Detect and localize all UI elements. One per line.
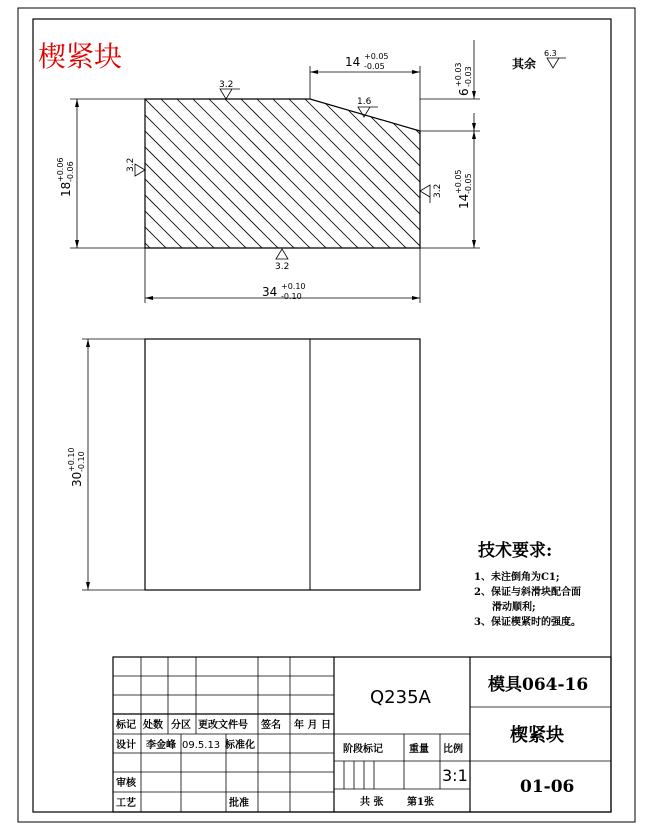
tech-req-title: 技术要求: xyxy=(478,541,553,561)
tb-standardize-label: 标准化 xyxy=(225,740,255,751)
roughness-left: 3.2 xyxy=(126,157,136,172)
hatch-line xyxy=(458,60,654,320)
tb-header-zone: 分区 xyxy=(171,720,191,731)
dim-left-height-base: 18 xyxy=(59,181,73,197)
tb-material: Q235A xyxy=(370,687,431,708)
tb-scale-value: 3:1 xyxy=(442,766,468,785)
dim-front-height-lower: -0.10 xyxy=(77,451,86,472)
tb-scale-label: 比例 xyxy=(443,744,463,755)
dim-front-height-upper: +0.10 xyxy=(67,447,76,472)
tb-part-name: 楔紧块 xyxy=(510,725,564,746)
hatch-line xyxy=(618,60,654,320)
roughness-symbols xyxy=(135,58,566,259)
tech-req-item-3: 滑动顺利; xyxy=(492,602,536,613)
tb-sheet-label: 第1张 xyxy=(407,797,434,808)
dim-top-width-base: 14 xyxy=(345,55,361,69)
hatch-line xyxy=(282,60,542,320)
dim-right-small-base: 6 xyxy=(457,88,471,96)
dim-top-width-upper: +0.05 xyxy=(364,52,389,61)
tech-req-item-4: 3、保证楔紧时的强度。 xyxy=(474,617,581,628)
hatch-line xyxy=(634,60,654,320)
hatch-line xyxy=(490,60,654,320)
part-title-red: 楔紧块 xyxy=(38,40,123,73)
outer-border xyxy=(18,8,635,822)
dim-right-height-upper: +0.05 xyxy=(454,169,463,194)
tb-process-label: 工艺 xyxy=(116,798,136,809)
tb-header-mark: 标记 xyxy=(116,720,136,731)
front-view xyxy=(82,339,420,590)
hatch-line xyxy=(522,60,654,320)
dim-front-height-base: 30 xyxy=(70,471,84,487)
tb-drawing-name: 模具064-16 xyxy=(488,675,589,695)
tb-designer: 李金峰 xyxy=(146,740,176,751)
dim-right-small-lower: -0.03 xyxy=(464,66,473,87)
dim-top-width-lower: -0.05 xyxy=(364,62,385,71)
hatch-line xyxy=(506,60,654,320)
roughness-right: 3.2 xyxy=(433,183,443,198)
hatch-line xyxy=(362,60,622,320)
roughness-rest-label: 其余 xyxy=(512,57,537,71)
roughness-top: 3.2 xyxy=(219,80,234,90)
tb-review-label: 审核 xyxy=(116,778,136,789)
roughness-bottom: 3.2 xyxy=(275,262,290,272)
hatch-line xyxy=(538,60,654,320)
tb-approve-label: 批准 xyxy=(229,798,249,809)
tb-header-sign: 签名 xyxy=(261,720,281,731)
dim-left-height-lower: -0.06 xyxy=(66,161,75,182)
tb-design-date: 09.5.13 xyxy=(182,740,221,751)
section-outline xyxy=(145,99,420,248)
hatch-line xyxy=(378,60,638,320)
tb-stage-mark-label: 阶段标记 xyxy=(343,744,383,755)
roughness-bevel: 1.6 xyxy=(357,97,372,107)
hatch-line xyxy=(602,60,654,320)
hatch-line xyxy=(554,60,654,320)
tb-total-label: 共 张 xyxy=(360,797,384,808)
tb-header-change-doc: 更改文件号 xyxy=(198,720,248,731)
roughness-rest-value: 6.3 xyxy=(544,49,557,58)
dim-bottom-width-lower: -0.10 xyxy=(281,292,302,301)
dim-bottom-width-base: 34 xyxy=(262,285,278,299)
dim-right-height-lower: -0.05 xyxy=(464,173,473,194)
dim-left-height-upper: +0.06 xyxy=(56,157,65,182)
hatch-line xyxy=(650,60,654,320)
dim-bottom-width-upper: +0.10 xyxy=(281,282,306,291)
tb-header-count: 处数 xyxy=(143,720,163,731)
dim-right-small-upper: +0.03 xyxy=(454,62,463,87)
tb-design-label: 设计 xyxy=(116,740,136,751)
hatch-line xyxy=(570,60,654,320)
tech-req-item-1: 1、未注倒角为C1; xyxy=(474,572,560,583)
hatch-line xyxy=(474,60,654,320)
tb-weight-label: 重量 xyxy=(409,744,429,755)
dim-right-height-base: 14 xyxy=(457,193,471,209)
hatch-line xyxy=(586,60,654,320)
tb-header-date: 年 月 日 xyxy=(294,720,331,731)
tech-req-item-2: 2、保证与斜滑块配合面 xyxy=(474,587,581,598)
tb-drawing-no: 01-06 xyxy=(520,777,575,797)
